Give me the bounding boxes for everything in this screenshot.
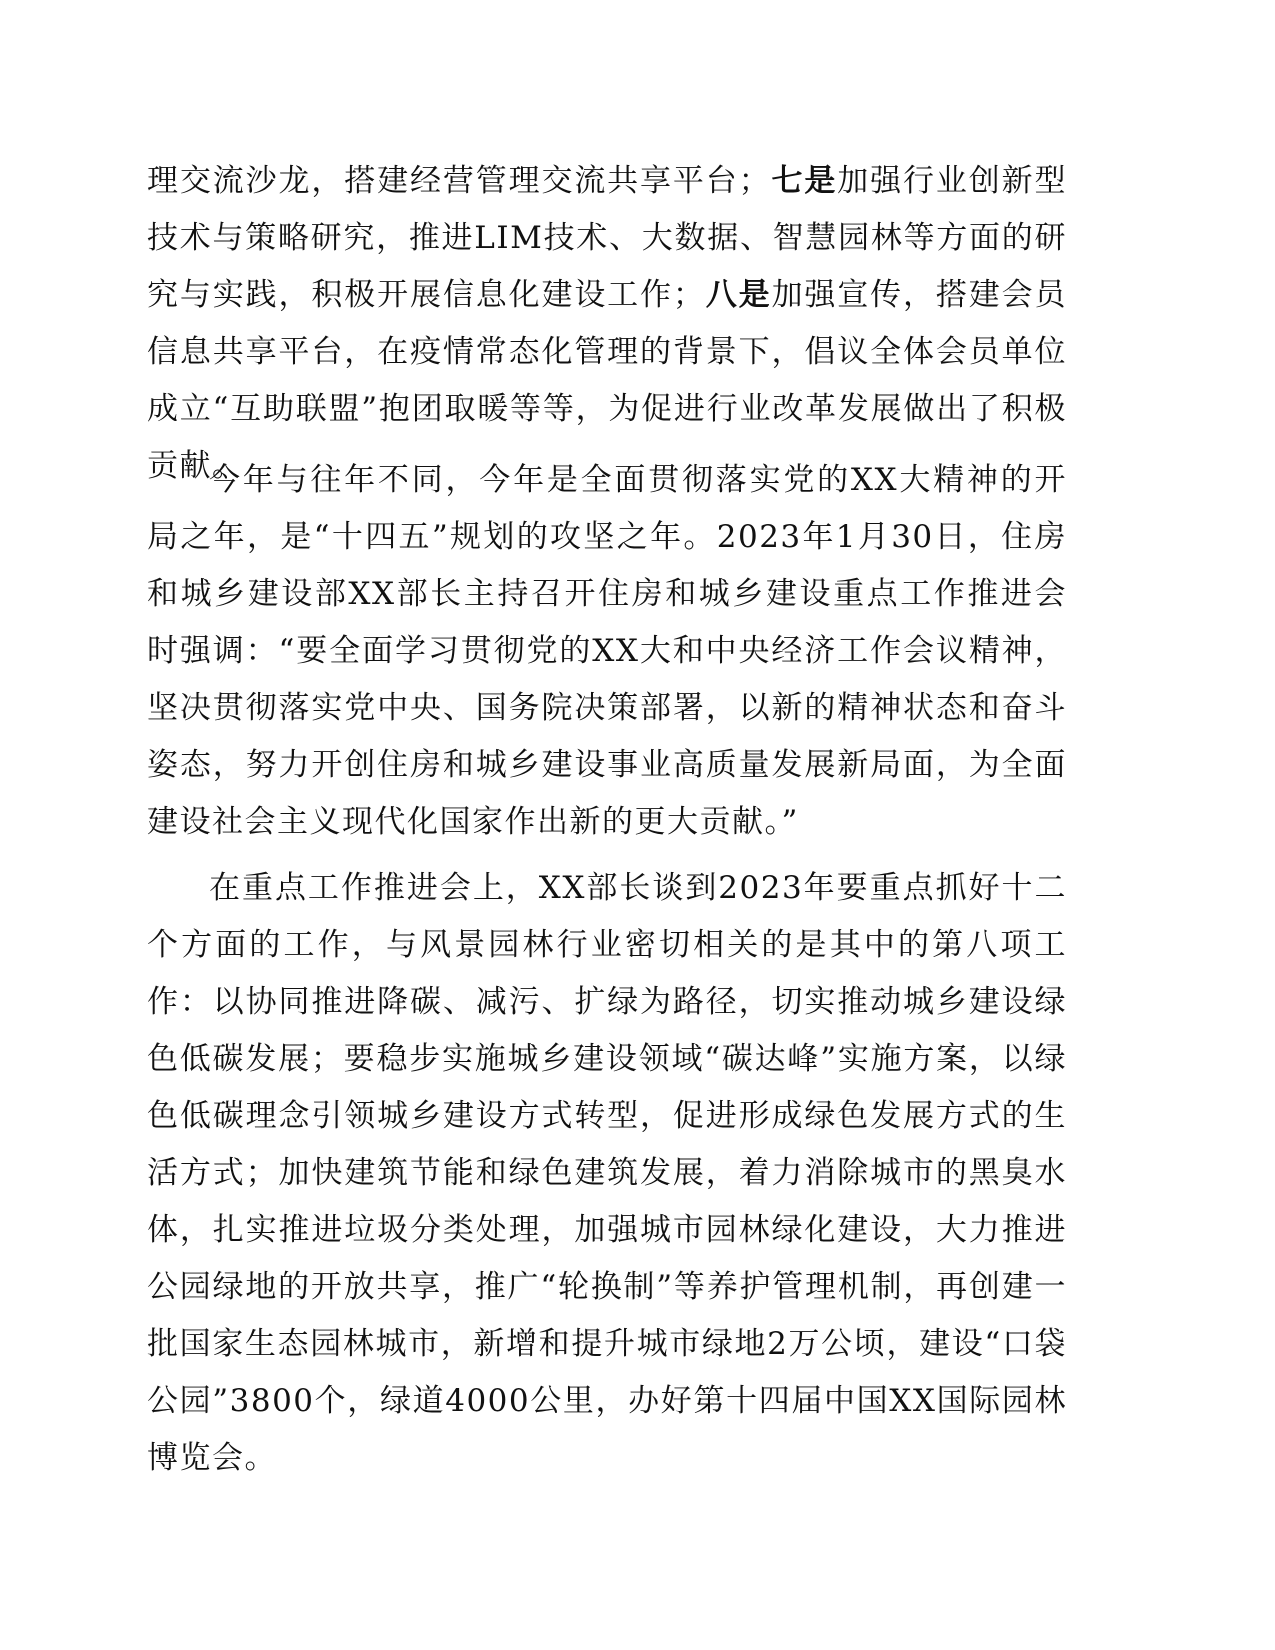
paragraph-continuation xyxy=(147,153,1067,495)
paragraph-1-text-b: 加强行业创新型技术与策略研究，推进LIM技术、大数据、智慧园林等方面的研究与实践，积极开展信息化建设工作； xyxy=(147,163,1068,313)
paragraph-1-text-a: 理交流沙龙，搭建经营管理交流共享平台； xyxy=(147,163,772,199)
emphasis-ba-shi: 八是 xyxy=(705,277,772,313)
paragraph-2: 今年与往年不同，今年是全面贯彻落实党的XX大精神的开局之年，是“十四五”规划的攻坚之年。2023年1月30日，住房和城乡建设部XX部长主持召开住房和城乡建设重点工作推进会时强调：“要全面学习贯彻党的XX大和中央经济工作会议精神，坚决贯彻落实党中央、国务院决策部署，以新的精神状态和奋斗姿态，努力开创住房和城乡建设事业高质量发展新局面，为全面建设社会主义现代化国家作出新的更大贡献。” xyxy=(147,462,1067,840)
emphasis-qi-shi: 七是 xyxy=(771,163,838,199)
paragraph-1-text-c: 加强宣传，搭建会员信息共享平台，在疫情常态化管理的背景下，倡议全体会员单位成立“互助联盟”抱团取暖等等，为促进行业改革发展做出了积极贡献。 xyxy=(147,277,1068,484)
paragraph-1 xyxy=(147,153,1067,495)
paragraph-2-block xyxy=(147,452,1067,851)
paragraph-3: 在重点工作推进会上，XX部长谈到2023年要重点抓好十二个方面的工作，与风景园林行业密切相关的是其中的第八项工作：以协同推进降碳、减污、扩绿为路径，切实推动城乡建设绿色低碳发展；要稳步实施城乡建设领域“碳达峰”实施方案，以绿色低碳理念引领城乡建设方式转型，促进形成绿色发展方式的生活方式；加快建筑节能和绿色建筑发展，着力消除城市的黑臭水体，扎实推进垃圾分类处理，加强城市园林绿化建设，大力推进公园绿地的开放共享，推广“轮换制”等养护管理机制，再创建一批国家生态园林城市，新增和提升城市绿地2万公顷，建设“口袋公园”3800个，绿道4000公里，办好第十四届中国XX国际园林博览会。 xyxy=(147,870,1067,1476)
paragraph-3-block xyxy=(147,860,1067,1487)
